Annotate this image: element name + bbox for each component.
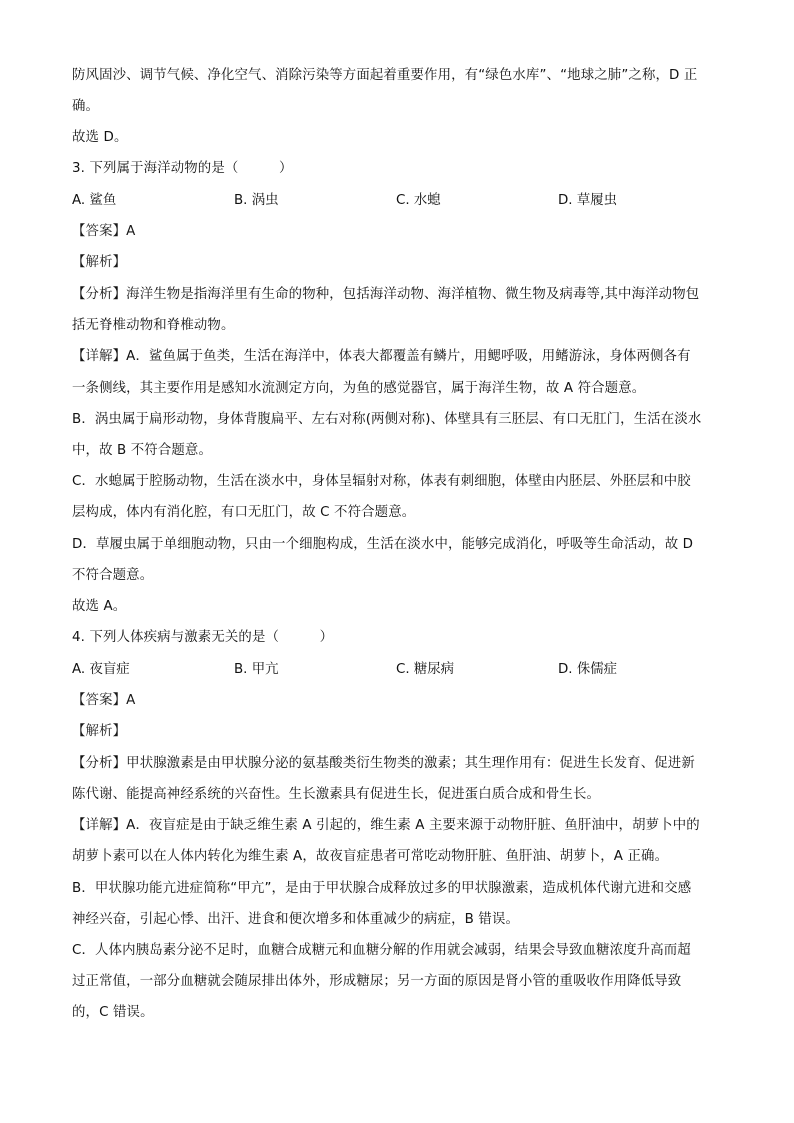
question-4-stem: 4. 下列人体疾病与激素无关的是（ ）: [72, 630, 334, 645]
text-line: 【详解】A．夜盲症是由于缺乏维生素 A 引起的，维生素 A 主要来源于动物肝脏、鱼肝油中，胡萝卜中的: [72, 818, 700, 833]
text-line: 陈代谢、能提高神经系统的兴奋性。生长激素具有促进生长，促进蛋白质合成和骨生长。: [72, 787, 601, 802]
text-line: 层构成，体内有消化腔，有口无肛门，故 C 不符合题意。: [72, 505, 416, 520]
answer-label: 【答案】A: [72, 693, 136, 708]
text-line: 【分析】甲状腺激素是由甲状腺分泌的氨基酸类衍生物类的激素；其生理作用有：促进生长发育、促进新: [72, 756, 695, 771]
text-line: 不符合题意。: [72, 568, 154, 583]
text-line: 过正常值，一部分血糖就会随尿排出体外，形成糖尿；另一方面的原因是肾小管的重吸收作用降低导致: [72, 974, 682, 989]
analysis-label: 【解析】: [72, 724, 127, 739]
option-d: D. 草履虫: [558, 193, 617, 208]
text-line: 神经兴奋，引起心悸、出汗、进食和便次增多和体重减少的病症，B 错误。: [72, 912, 520, 927]
option-d: D. 侏儒症: [558, 662, 617, 677]
text-line: D．草履虫属于单细胞动物，只由一个细胞构成，生活在淡水中，能够完成消化，呼吸等生命活动，故 D: [72, 537, 694, 552]
option-c: C. 水螅: [396, 193, 441, 208]
option-a: A. 夜盲症: [72, 662, 130, 677]
text-line: 的，C 错误。: [72, 1005, 154, 1020]
option-a: A. 鲨鱼: [72, 193, 117, 208]
text-line: 括无脊椎动物和脊椎动物。: [72, 318, 235, 333]
answer-label: 【答案】A: [72, 224, 136, 239]
text-line: 故选 D。: [72, 130, 128, 145]
text-line: 确。: [72, 99, 100, 114]
text-line: 【详解】A．鲨鱼属于鱼类，生活在海洋中，体表大都覆盖有鳞片，用鳃呼吸，用鳍游泳，身体两侧各有: [72, 349, 691, 364]
text-line: C．人体内胰岛素分泌不足时，血糖合成糖元和血糖分解的作用就会减弱，结果会导致血糖浓度升高而超: [72, 943, 691, 958]
option-b: B. 甲亢: [234, 662, 279, 677]
text-line: B．涡虫属于扁形动物，身体背腹扁平、左右对称(两侧对称)、体壁具有三胚层、有口无肛门，生活在淡水: [72, 412, 702, 427]
text-line: 故选 A。: [72, 599, 127, 614]
text-line: 【分析】海洋生物是指海洋里有生命的物种，包括海洋动物、海洋植物、微生物及病毒等,其中海洋动物包: [72, 287, 700, 302]
question-3-stem: 3. 下列属于海洋动物的是（ ）: [72, 161, 293, 176]
text-line: B．甲状腺功能亢进症简称“甲亢”，是由于甲状腺合成释放过多的甲状腺激素，造成机体代谢亢进和交感: [72, 881, 692, 896]
option-c: C. 糖尿病: [396, 662, 455, 677]
text-line: 中，故 B 不符合题意。: [72, 443, 213, 458]
text-line: 一条侧线，其主要作用是感知水流测定方向，为鱼的感觉器官，属于海洋生物，故 A 符合题意。: [72, 381, 646, 396]
text-line: C．水螅属于腔肠动物，生活在淡水中，身体呈辐射对称，体表有刺细胞，体壁由内胚层、外胚层和中胶: [72, 474, 691, 489]
option-b: B. 涡虫: [234, 193, 279, 208]
text-line: 防风固沙、调节气候、净化空气、消除污染等方面起着重要作用，有“绿色水库”、“地球之肺”之称，D 正: [72, 68, 698, 83]
text-line: 胡萝卜素可以在人体内转化为维生素 A，故夜盲症患者可常吃动物肝脏、鱼肝油、胡萝卜，A 正确。: [72, 849, 669, 864]
analysis-label: 【解析】: [72, 255, 127, 270]
